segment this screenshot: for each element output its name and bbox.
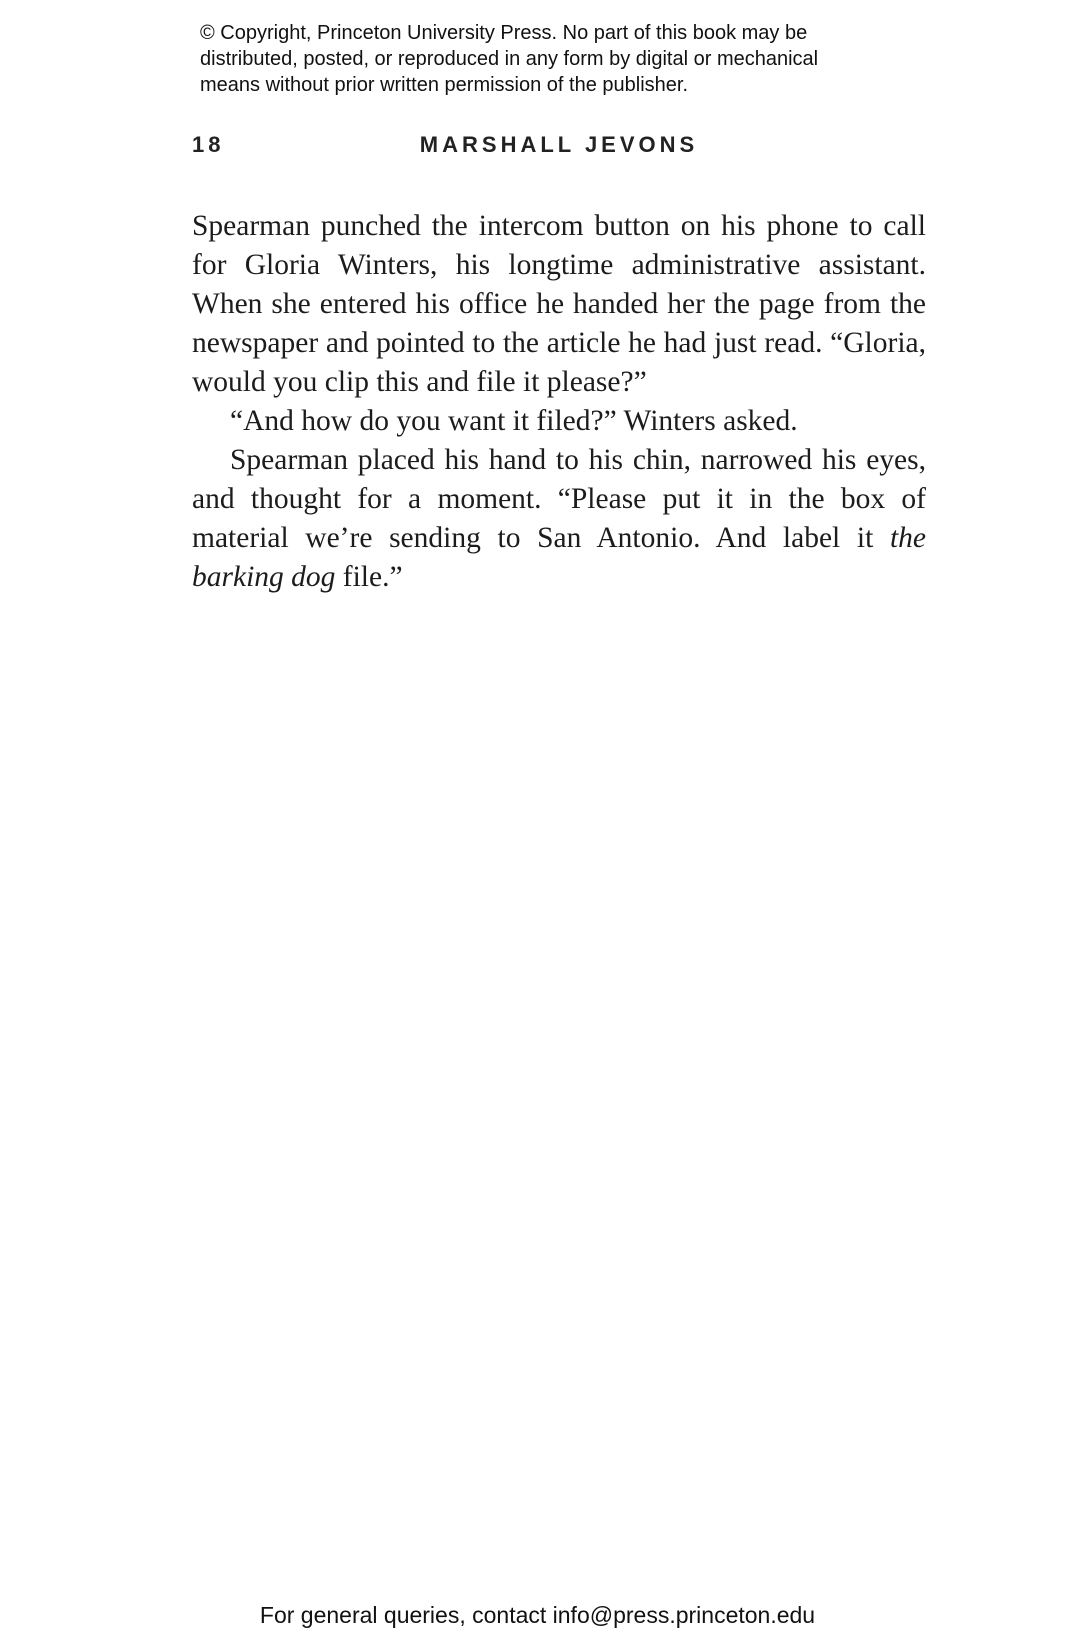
paragraph: “And how do you want it filed?” Winters asked. (230, 405, 798, 437)
copyright-line-1: © Copyright, Princeton University Press. No part of this book may be (200, 22, 808, 44)
copyright-notice (200, 20, 900, 98)
file-label-italic: the barking dog (192, 522, 926, 593)
paragraph-text-end: file.” (335, 561, 403, 593)
paragraph-text: Spearman placed his hand to his chin, narrowed his eyes, and thought for a moment. “Please put it in the box of material we’re sending to San Antonio. And label it (192, 444, 926, 554)
paragraph (192, 441, 926, 597)
copyright-line-2: distributed, posted, or reproduced in any form by digital or mechanical (200, 48, 819, 70)
page-number: 18 (192, 132, 225, 157)
copyright-line-3: means without prior written permission of the publisher. (200, 74, 689, 96)
footer-contact: For general queries, contact info@press.princeton.edu (259, 1602, 816, 1628)
running-head (192, 132, 926, 162)
body-text (192, 207, 926, 597)
author-name: MARSHALL JEVONS (419, 132, 699, 157)
paragraph: Spearman punched the intercom button on his phone to call for Gloria Winters, his longtime administrative assistant. When she entered his office he handed her the page from the newspaper and pointed to the article he had just read. “Gloria, would you clip this and file it please?” (192, 210, 926, 398)
